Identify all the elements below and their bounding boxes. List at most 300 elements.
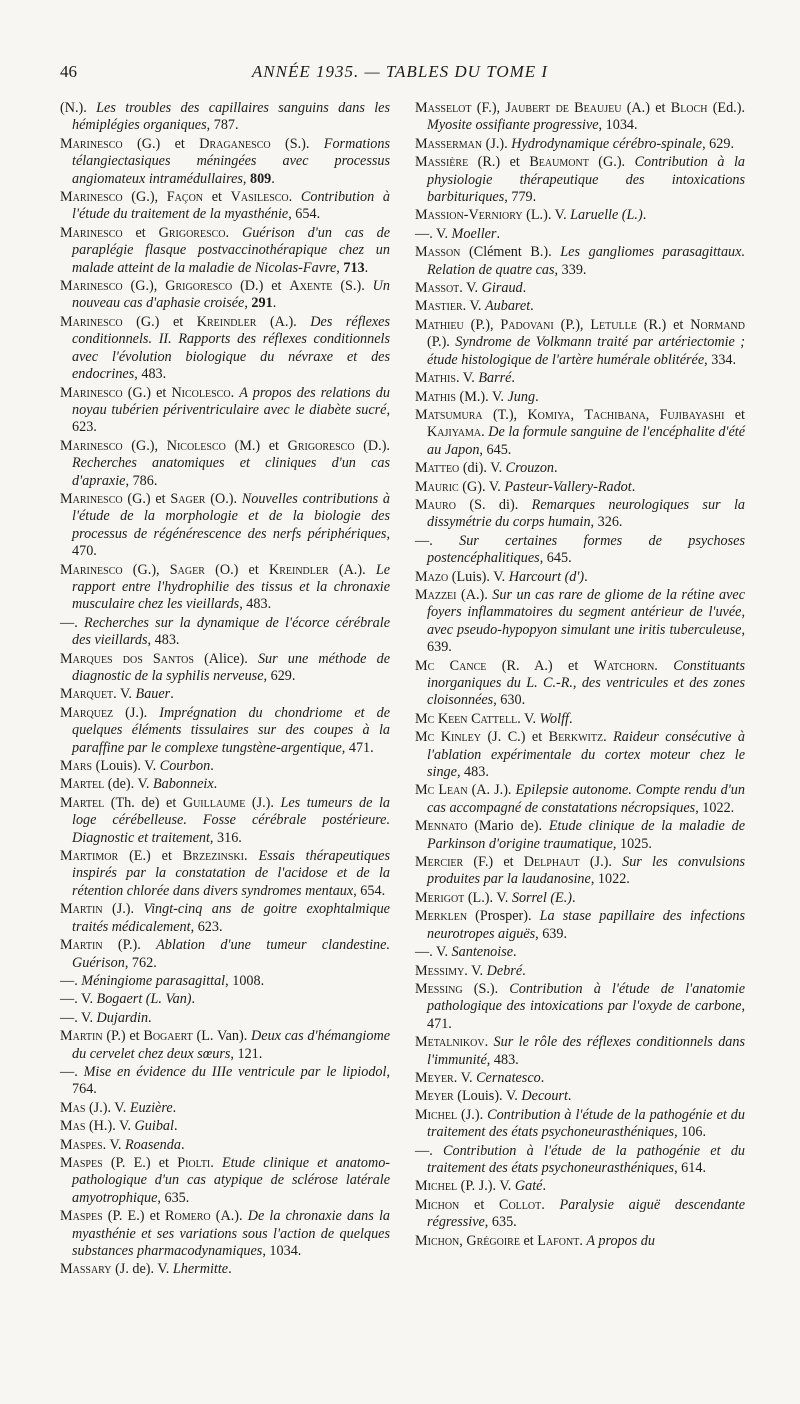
author-name: Martin: [60, 901, 103, 918]
entry-text: .: [496, 225, 501, 242]
entry-text: .: [530, 298, 534, 315]
author-name: Jaubert de Beaujeu: [505, 100, 622, 116]
author-name: Masserman: [415, 135, 483, 152]
entry-text: (T.),: [482, 406, 528, 423]
index-entry: [415, 1107, 745, 1142]
entry-text: (P. E.) et: [102, 1154, 178, 1171]
entry-text: et: [519, 1232, 538, 1249]
index-entry: [415, 908, 745, 943]
entry-text: , 483.: [147, 632, 180, 649]
entry-text: (J.).: [579, 854, 623, 871]
entry-title: Constituants inorganiques du L. C.-R., des ventricules et des zones cloisonnées: [427, 657, 745, 709]
author-name: Normand: [690, 316, 745, 333]
entry-text: (P.),: [463, 316, 501, 333]
entry-text: (J.).: [457, 1106, 488, 1123]
author-name: Watchorn: [593, 657, 655, 674]
entry-text: —. V.: [415, 225, 452, 242]
entry-text: , 339.: [554, 261, 587, 278]
entry-text: (Louis). V.: [453, 1088, 522, 1105]
entry-text: (Prosper).: [467, 908, 540, 925]
entry-title: Moeller: [451, 225, 497, 242]
entry-title: Sur les convulsions produites par la laudanosine: [427, 854, 745, 888]
author-name: Mauro: [415, 496, 456, 513]
entry-text: (R.) et: [468, 154, 530, 171]
entry-title: Santenoise: [451, 944, 514, 961]
entry-text: .: [535, 388, 539, 405]
entry-title: Les gangliomes parasagittaux. Relation de quatre cas: [427, 244, 745, 278]
author-name: Marinesco: [60, 313, 123, 330]
entry-text: ,: [336, 259, 344, 276]
author-name: Mathis: [415, 370, 456, 387]
author-name: Metalnikov: [415, 1034, 485, 1051]
index-entry: [60, 901, 390, 936]
entry-title: Deux cas d'hémangiome du cervelet chez deux sœurs: [72, 1028, 390, 1062]
index-entry: [415, 1143, 745, 1178]
entry-title: A propos du: [586, 1232, 655, 1249]
entry-title: Laruelle (L.): [570, 207, 643, 224]
index-entry: [60, 491, 390, 561]
entry-text: (J.).: [245, 794, 281, 811]
author-name: Michel: [415, 1106, 458, 1123]
entry-title: Epilepsie autonome. Compte rendu d'un cas accompagné de constatations nécropsiques: [427, 782, 745, 816]
author-name: Marques dos Santos: [60, 650, 194, 667]
index-entry: [415, 407, 745, 459]
author-name: Marinesco: [60, 135, 123, 152]
index-entry: [415, 100, 745, 135]
entry-text: (S.).: [270, 135, 324, 152]
author-name: Vasilesco: [230, 189, 289, 206]
entry-text: (S.).: [462, 980, 510, 997]
index-entry: [60, 438, 390, 490]
entry-title: Mise en évidence du III: [83, 1063, 226, 1080]
index-entry: [415, 1088, 745, 1105]
author-name: Berkwitz: [548, 729, 604, 746]
index-entry: [415, 890, 745, 907]
page-header: [0, 62, 800, 86]
author-name: Mazzei: [415, 586, 457, 603]
author-name: Maspes: [60, 1208, 103, 1225]
entry-text: .: [191, 991, 196, 1008]
entry-text: .: [180, 1136, 185, 1153]
entry-text: (D.).: [354, 437, 390, 454]
entry-text: , 639.: [535, 925, 568, 942]
entry-text: (di). V.: [459, 460, 506, 477]
entry-text: , 623.: [190, 918, 223, 935]
entry-text: —.: [60, 1063, 84, 1080]
entry-title: Sorrel (E.): [511, 889, 572, 906]
author-name: Mc Cance: [415, 657, 487, 674]
entry-text: .: [364, 259, 369, 276]
entry-text: , 786.: [125, 472, 158, 489]
entry-text: (A.).: [256, 313, 311, 330]
entry-text: (G.),: [122, 278, 166, 295]
author-name: Bogaert: [143, 1028, 193, 1045]
entry-title: Barré: [478, 370, 512, 387]
entry-text: (S. di).: [455, 496, 532, 513]
entry-text: , 1022.: [695, 799, 735, 816]
entry-text: .: [271, 170, 275, 187]
entry-text: .: [243, 848, 259, 865]
entry-text: (P.).: [102, 937, 157, 954]
entry-text: .: [225, 224, 242, 241]
entry-text: (Luis). V.: [448, 568, 509, 585]
entry-title: Courbon: [159, 758, 211, 775]
index-entry: [415, 1070, 745, 1087]
index-entry: [60, 973, 390, 990]
index-entry: [415, 207, 745, 224]
entry-text: , 316.: [209, 829, 242, 846]
index-entry: [60, 1118, 390, 1135]
index-entry: [415, 370, 745, 387]
entry-text: , 1008.: [225, 972, 265, 989]
entry-text: (A.).: [328, 561, 376, 578]
author-name: Martimor: [60, 848, 119, 865]
entry-text: .: [272, 295, 277, 312]
entry-title: Aubaret: [484, 298, 531, 315]
entry-title: Wolff: [539, 710, 569, 727]
index-entry: [60, 189, 390, 224]
author-name: Marinesco: [60, 384, 123, 401]
entry-text: , 787.: [206, 117, 239, 134]
entry-text: et: [122, 224, 159, 241]
index-entry: [60, 562, 390, 614]
entry-title: e: [225, 1063, 233, 1080]
entry-text: .: [642, 207, 647, 224]
entry-text: .: [511, 370, 515, 387]
author-name: Mercier: [415, 854, 464, 871]
index-entry: [415, 136, 745, 153]
entry-text: , 635.: [484, 1214, 517, 1231]
entry-title: Syndrome de Volkmann traité par artériectomie ; étude histologique de l'artère humérale oblitérée: [427, 334, 746, 368]
author-name: Sager: [170, 490, 206, 507]
index-entry: [415, 1034, 745, 1069]
entry-title: Cernatesco: [476, 1069, 541, 1086]
entry-title: Les tumeurs de la loge cérébelleuse. Fosse cérébrale postérieure. Diagnostic et traitement: [72, 794, 390, 846]
entry-text: , 106.: [674, 1124, 706, 1141]
index-entry: [415, 587, 745, 657]
index-entry: [60, 1261, 390, 1278]
author-name: Mazo: [415, 568, 449, 585]
entry-text: , 654.: [288, 206, 321, 223]
entry-text: .: [210, 758, 214, 775]
author-name: Mauric: [415, 478, 459, 495]
entry-text: , 483.: [456, 764, 489, 781]
author-name: Mars: [60, 758, 93, 775]
entry-text: , 614.: [674, 1159, 706, 1176]
entry-title: ventricule par le lipiodol: [232, 1063, 387, 1080]
index-entry: [60, 1100, 390, 1117]
index-entry: [60, 1155, 390, 1207]
entry-text: ,: [645, 406, 660, 423]
author-name: Marinesco: [60, 189, 123, 206]
entry-text: , 1034.: [598, 117, 638, 134]
entry-text: (Clément B.).: [460, 244, 561, 261]
index-entry: [60, 937, 390, 972]
entry-text: .: [288, 189, 301, 206]
author-name: Padovani: [500, 316, 554, 333]
entry-text: —.: [415, 1142, 444, 1159]
author-name: Matteo: [415, 460, 460, 477]
entry-text: , 654.: [353, 882, 386, 899]
entry-title: Recherches sur la dynamique de l'écorce cérébrale des vieillards: [72, 614, 391, 649]
author-name: Messimy: [415, 962, 465, 979]
entry-text: et: [203, 189, 231, 206]
entry-title: Vingt-cinq ans de goitre exophtalmique traités médicalement: [72, 901, 390, 935]
entry-text: .: [170, 686, 174, 703]
entry-text: .: [228, 1261, 232, 1278]
entry-title: Babonneix: [152, 776, 214, 793]
index-entry: [415, 854, 745, 889]
entry-text: (P.).: [427, 334, 456, 351]
entry-text: —.: [415, 532, 460, 549]
author-name: Grigoresco: [165, 278, 233, 295]
author-name: Mas: [60, 1118, 86, 1135]
author-name: Michel: [415, 1178, 458, 1195]
entry-text: (P.) et: [102, 1028, 144, 1045]
entry-title: Contribution à l'étude du traitement de la myasthénie: [72, 189, 390, 223]
index-entry: [60, 1137, 390, 1154]
entry-title: Le rapport entre l'hydrophilie des tissus et la chronaxie musculaire chez les vieillards: [72, 561, 391, 613]
entry-text: . V.: [462, 298, 485, 315]
author-name: Maspes: [60, 1136, 103, 1153]
entry-title: Sur le rôle des réflexes conditionnels dans l'immunité: [427, 1034, 746, 1068]
entry-title: La stase papillaire des infections neurotropes aiguës: [427, 908, 746, 942]
entry-text: (G.),: [122, 437, 167, 454]
entry-text: .: [148, 1009, 152, 1026]
entry-text: . V.: [455, 370, 479, 387]
index-entry: [415, 226, 745, 243]
entry-title: Gaté: [514, 1178, 543, 1195]
entry-text: , 483.: [239, 596, 272, 613]
entry-title: Harcourt (d'): [508, 568, 585, 585]
entry-title: Myosite ossifiante progressive: [427, 117, 599, 134]
index-entry: [415, 658, 745, 710]
index-entry: [60, 848, 390, 900]
index-entry: [415, 981, 745, 1033]
author-name: Martin: [60, 1028, 103, 1045]
author-name: Mas: [60, 1099, 86, 1116]
entry-text: .: [173, 1118, 178, 1135]
index-entry: [60, 651, 390, 686]
entry-text: , 326.: [590, 514, 623, 531]
entry-text: (M.) et: [225, 437, 288, 454]
author-name: Mc Keen Cattell: [415, 710, 518, 727]
author-name: Maspes: [60, 1154, 103, 1171]
entry-title: Recherches anatomiques et cliniques d'un cas d'apraxie: [72, 455, 390, 489]
index-entry: [415, 963, 745, 980]
author-name: Grégoire: [466, 1232, 520, 1249]
entry-text: , 1025.: [612, 835, 652, 852]
entry-text: .: [540, 1069, 545, 1086]
entry-text: .: [654, 657, 674, 674]
author-name: Komiya: [527, 406, 571, 423]
entry-text: (O.) et: [204, 561, 269, 578]
entry-text: , 483.: [486, 1051, 519, 1068]
entry-text: (L.). V.: [464, 889, 512, 906]
index-entry: [60, 1028, 390, 1063]
entry-text: , 334.: [704, 351, 737, 368]
entry-text: .: [631, 478, 636, 495]
entry-text: (G.) et: [122, 384, 172, 401]
entry-text: , 471.: [341, 739, 374, 756]
entry-title: Sur un cas rare de gliome de la rétine avec foyers inflammatoires du segment antérieur de l'uvée, avec pseudo-hypopyon simulant une iritis tuberculeuse: [427, 586, 745, 638]
entry-text: (L. Van).: [192, 1028, 252, 1045]
entry-title: Les troubles des capillaires sanguins dans les hémiplégies organiques: [72, 100, 390, 134]
entry-text: .: [603, 729, 614, 746]
entry-text: , 1022.: [590, 871, 630, 888]
index-entry: [415, 389, 745, 406]
index-entry: [415, 298, 745, 315]
author-name: Messing: [415, 980, 463, 997]
author-name: Marinesco: [60, 437, 123, 454]
entry-text: (G). V.: [458, 478, 505, 495]
author-name: Fujibayashi: [659, 406, 725, 423]
author-name: Masselot: [415, 100, 472, 116]
entry-title: Roasenda: [125, 1136, 181, 1153]
entry-text: , 779.: [504, 189, 537, 206]
author-name: Grigoresco: [158, 224, 226, 241]
entry-title: Contribution à l'étude de l'anatomie pathologique des intoxications par l'oxyde de carbone: [427, 980, 745, 1015]
entry-text: 809: [249, 170, 272, 187]
index-entry: [415, 1178, 745, 1195]
entry-text: , 121.: [230, 1045, 263, 1062]
entry-text: , 1034.: [262, 1243, 302, 1259]
entry-text: (Alice).: [193, 650, 258, 667]
author-name: Beaumont: [529, 154, 589, 171]
entry-text: ,: [244, 295, 252, 312]
entry-text: (J. de). V.: [111, 1261, 173, 1278]
entry-text: (R. A.) et: [486, 657, 594, 674]
entry-text: (A.).: [210, 1208, 248, 1225]
index-entry: [60, 776, 390, 793]
entry-text: . V.: [113, 686, 136, 703]
index-entry: [60, 1064, 390, 1099]
index-entry: [60, 705, 390, 757]
entry-text: (de). V.: [104, 776, 153, 793]
entry-text: —.: [60, 614, 85, 631]
entry-text: (Louis). V.: [92, 758, 160, 775]
entry-text: ,: [570, 406, 585, 423]
entry-text: (L.). V.: [522, 207, 571, 224]
entry-text: (A.).: [456, 586, 493, 603]
entry-text: .: [542, 1178, 547, 1195]
entry-text: .: [572, 889, 576, 906]
entry-title: Des réflexes conditionnels. II. Rapports des réflexes conditionnels avec l'évolution biologique du névraxe et des endocrines: [72, 313, 390, 383]
entry-text: , 629.: [263, 668, 296, 684]
entry-title: Ablation d'une tumeur clandestine. Guérison: [72, 937, 390, 971]
entry-text: .: [541, 1196, 560, 1213]
author-name: Massary: [60, 1261, 112, 1278]
entry-text: (J.).: [102, 901, 144, 918]
entry-text: . V.: [453, 1069, 477, 1086]
author-name: Michon: [415, 1232, 460, 1249]
index-entry: [60, 795, 390, 847]
author-name: Marquet: [60, 686, 114, 703]
index-entry: [415, 569, 745, 586]
entry-title: Remarques neurologiques sur la dissymétrie du corps humain: [427, 496, 746, 531]
entry-title: Etude clinique de la maladie de Parkinson d'origine traumatique: [427, 818, 745, 852]
entry-text: .: [584, 568, 588, 585]
author-name: Mc Kinley: [415, 729, 481, 746]
entry-title: Decourt: [521, 1088, 568, 1105]
entry-text: .: [230, 384, 240, 401]
index-entry: [415, 533, 745, 568]
author-name: Nicolesco: [166, 437, 226, 454]
author-name: Piolti: [177, 1154, 211, 1171]
author-name: Collot: [499, 1196, 542, 1213]
entry-text: , 629.: [702, 135, 734, 152]
entry-text: (J. C.) et: [480, 729, 549, 746]
entry-title: Lhermitte: [172, 1261, 229, 1278]
entry-text: .: [484, 1034, 494, 1051]
author-name: Martin: [60, 937, 103, 954]
entry-text: (G.).: [588, 154, 635, 171]
index-entry: [60, 278, 390, 313]
entry-text: —. V.: [60, 991, 97, 1008]
entry-text: , 645.: [479, 441, 512, 458]
author-name: Bloch: [670, 100, 708, 116]
index-entry: [415, 818, 745, 853]
index-entry: [60, 758, 390, 775]
index-entry: [415, 460, 745, 477]
index-entry: [415, 280, 745, 297]
entry-title: Sur certaines formes de psychoses postencéphalitiques: [427, 532, 745, 567]
entry-text: ,: [242, 170, 250, 187]
author-name: Mathieu: [415, 316, 464, 333]
entry-title: Un nouveau cas d'aphasie croisée: [72, 278, 391, 312]
author-name: Nicolesco: [171, 384, 231, 401]
author-name: Kreindler: [196, 313, 257, 330]
entry-text: , 645.: [539, 550, 572, 567]
author-name: Meyer: [415, 1088, 454, 1105]
index-entry: [60, 686, 390, 703]
entry-title: Guibal: [134, 1118, 174, 1135]
index-entry: [415, 479, 745, 496]
author-name: Guillaume: [182, 794, 246, 811]
entry-text: .: [213, 776, 218, 793]
entry-text: —. V.: [60, 1009, 97, 1026]
entry-title: Sur une méthode de diagnostic de la syphilis nerveuse: [72, 650, 390, 684]
page-number: 46: [60, 62, 77, 81]
entry-text: (F.),: [471, 100, 506, 116]
entry-text: (J.).: [113, 704, 160, 721]
entry-text: , 635.: [157, 1189, 190, 1206]
index-entry: [60, 314, 390, 384]
entry-text: (G.) et: [122, 135, 200, 152]
index-entry: [60, 1010, 390, 1027]
entry-text: 291: [251, 295, 273, 312]
entry-text: (J.). V.: [85, 1099, 130, 1116]
entry-title: Raideur consécutive à l'ablation expérimentale du cortex moteur chez le singe: [427, 729, 745, 781]
entry-text: (A.) et: [621, 100, 671, 116]
index-entry: [415, 317, 745, 369]
index-entry: [60, 615, 390, 650]
index-entry: [415, 1233, 745, 1250]
entry-text: .: [579, 1232, 587, 1249]
running-title: ANNÉE 1935. — TABLES DU TOME I: [251, 62, 549, 81]
entry-text: . V.: [459, 280, 482, 297]
entry-title: Imprégnation du chondriome et de quelques éléments tissulaires sur des coupes à la paraffine par le complexe tungstène-argentique: [72, 704, 390, 756]
author-name: Martel: [60, 794, 105, 811]
entry-text: .: [172, 1099, 177, 1116]
entry-text: (J.).: [482, 135, 512, 152]
entry-text: , 623.: [72, 401, 390, 436]
entry-title: Essais thérapeutiques inspirés par la constatation de l'acidose et de la rétention chlorée dans divers syndromes mentaux: [72, 848, 390, 899]
entry-title: Euzière: [129, 1099, 173, 1116]
entry-text: —. V.: [415, 944, 452, 961]
entry-title: Contribution à la physiologie thérapeutique des intoxications barbituriques: [427, 154, 745, 206]
entry-text: .: [568, 710, 573, 727]
